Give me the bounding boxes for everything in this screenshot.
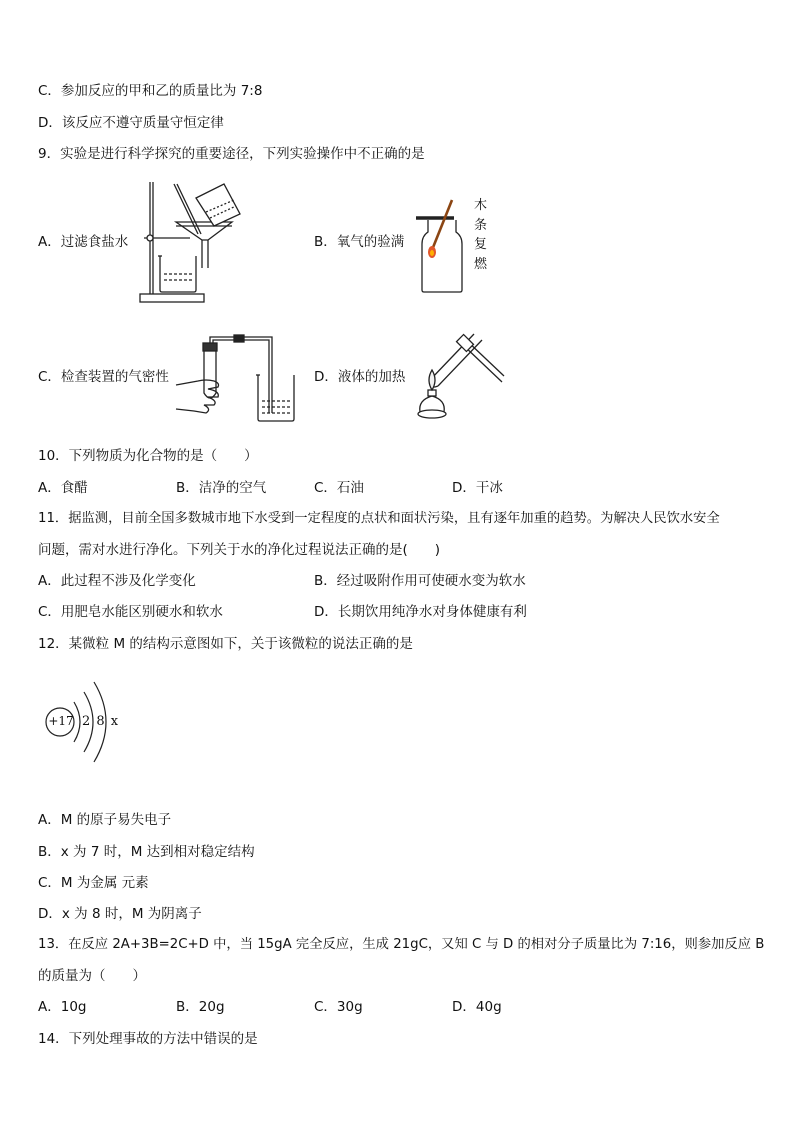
q11-stem-line2: 问题，需对水进行净化。下列关于水的净化过程说法正确的是( ) xyxy=(38,542,441,558)
q11-option-d: D．长期饮用纯净水对身体健康有利 xyxy=(314,604,527,620)
q10-stem: 10．下列物质为化合物的是（ ） xyxy=(38,448,258,464)
q9-option-d: D．液体的加热 xyxy=(314,369,406,385)
q13-option-b: B．20g xyxy=(176,999,225,1015)
q10-option-c: C．石油 xyxy=(314,480,364,496)
q11-stem-line1: 11．据监测，目前全国多数城市地下水受到一定程度的点状和面状污染，且有逐年加重的趋势。为解决人民饮水安全 xyxy=(38,511,720,526)
q12-stem: 12．某微粒 M 的结构示意图如下，关于该微粒的说法正确的是 xyxy=(38,636,413,652)
q12-option-b: B．x 为 7 时，M 达到相对稳定结构 xyxy=(38,844,255,860)
q12-option-c: C．M 为金属 元素 xyxy=(38,875,149,891)
q13-option-a: A．10g xyxy=(38,999,87,1015)
q8-option-d: D．该反应不遵守质量守恒定律 xyxy=(38,115,224,131)
splint-label-char: 木 xyxy=(474,198,488,213)
q8-option-c: C．参加反应的甲和乙的质量比为 7:8 xyxy=(38,83,263,99)
q10-option-a: A．食醋 xyxy=(38,480,88,496)
electron-shells: 2 8 x xyxy=(82,714,120,729)
q14-stem: 14．下列处理事故的方法中错误的是 xyxy=(38,1031,258,1047)
q9-option-a: A．过滤食盐水 xyxy=(38,234,129,250)
heating-liquid-figure xyxy=(410,330,506,424)
splint-label xyxy=(474,196,488,274)
q13-option-d: D．40g xyxy=(452,999,502,1015)
splint-label-char: 燃 xyxy=(474,256,488,272)
q12-option-a: A．M 的原子易失电子 xyxy=(38,812,172,828)
nucleus-charge: +17 xyxy=(48,714,74,728)
q11-option-c: C．用肥皂水能区别硬水和软水 xyxy=(38,604,223,620)
splint-label-char: 复 xyxy=(474,237,488,252)
q13-stem-line2: 的质量为（ ） xyxy=(38,968,146,984)
q11-option-a: A．此过程不涉及化学变化 xyxy=(38,573,196,589)
filtration-figure xyxy=(136,178,246,306)
q11-option-b: B．经过吸附作用可使硬水变为软水 xyxy=(314,573,526,589)
q12-option-d: D．x 为 8 时，M 为阴离子 xyxy=(38,906,202,922)
q10-option-d: D．干冰 xyxy=(452,480,503,496)
q10-option-b: B．洁净的空气 xyxy=(176,480,267,496)
oxygen-test-figure xyxy=(414,198,470,296)
q9-option-b: B．氧气的验满 xyxy=(314,234,405,250)
q13-stem-line1: 13．在反应 2A+3B=2C+D 中，当 15gA 完全反应，生成 21gC，又知 C 与 D 的相对分子质量比为 7:16，则参加反应 B xyxy=(38,937,765,952)
q9-option-c: C．检查装置的气密性 xyxy=(38,369,169,385)
splint-label-char: 条 xyxy=(474,217,488,233)
q9-stem: 9．实验是进行科学探究的重要途径，下列实验操作中不正确的是 xyxy=(38,146,425,162)
q13-option-c: C．30g xyxy=(314,999,363,1015)
airtightness-figure xyxy=(176,335,302,427)
